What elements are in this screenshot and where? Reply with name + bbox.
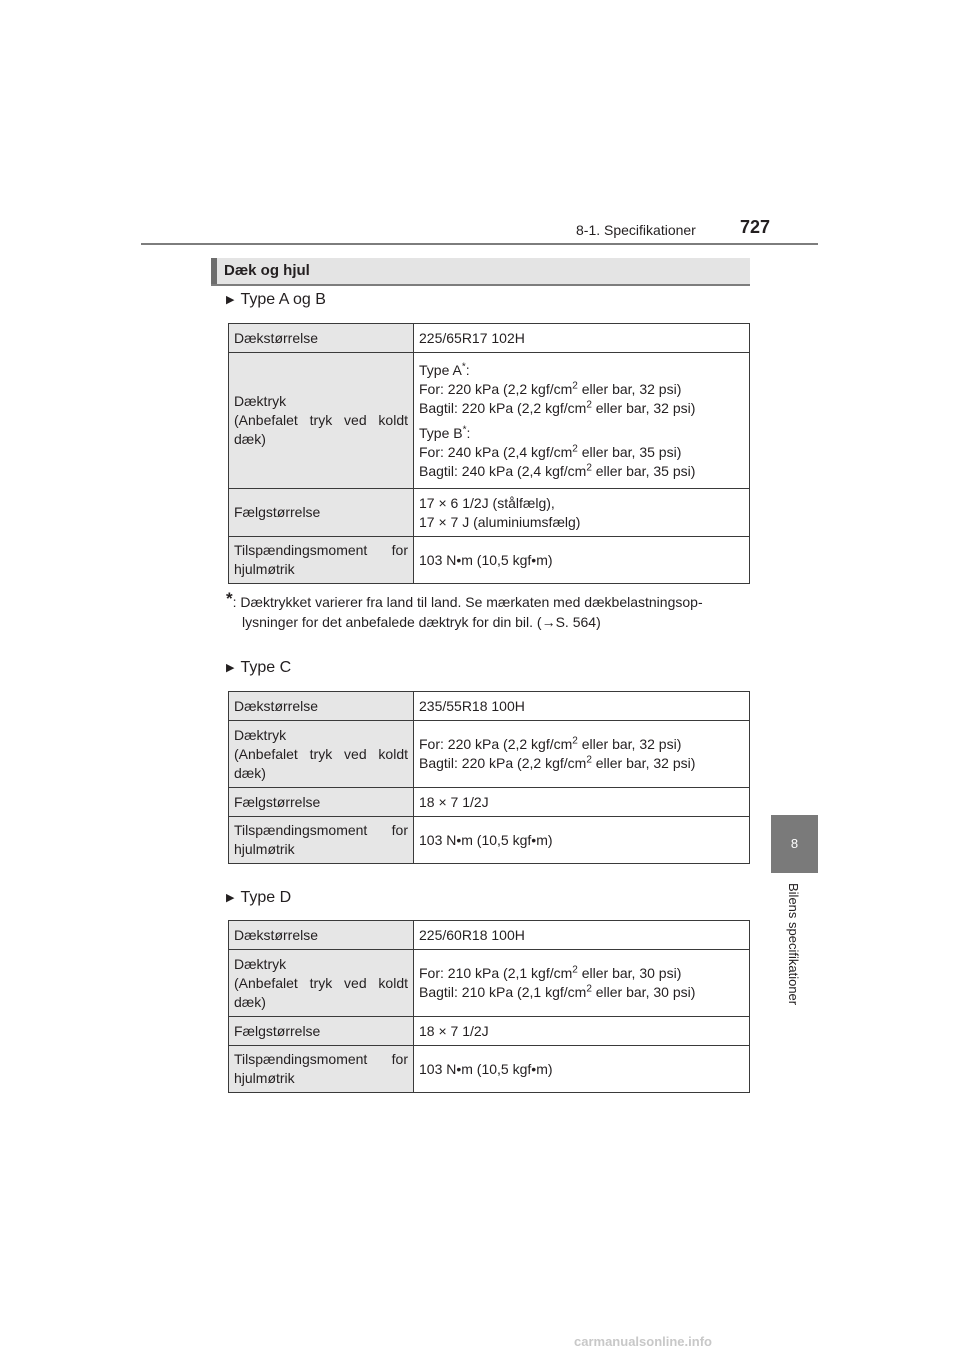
- subheading-type-ab: [226, 291, 326, 309]
- label-line: dæk): [234, 431, 266, 447]
- header-rule: [141, 243, 818, 245]
- chapter-number: 8: [790, 836, 799, 851]
- footnote-star: *: [462, 423, 467, 435]
- label-line: dæk): [234, 993, 266, 1010]
- footnote-line: : Dæktrykket varierer fra land til land. Se mærkaten med dækbelastningsop-: [232, 594, 703, 610]
- spec-table-type-d: [228, 920, 750, 1093]
- label-line: hjulmøtrik: [234, 1070, 295, 1086]
- rim-line: 17 × 6 1/2J (stålfælg),: [419, 494, 555, 511]
- pressure-text: eller bar, 32 psi): [577, 380, 682, 397]
- footnote-star: *: [461, 360, 466, 372]
- triangle-bullet-icon: ▶: [226, 662, 235, 674]
- pressure-text: For: 210 kPa (2,1 kgf/cm: [419, 965, 573, 981]
- table-row: [229, 353, 750, 489]
- table-row: [229, 788, 750, 817]
- label-line: Tilspændingsmoment for: [234, 542, 408, 558]
- label-tire-pressure: [229, 950, 414, 1017]
- type-a-label: Type A: [419, 361, 462, 378]
- label-line: Dæktryk: [234, 955, 287, 972]
- pressure-text: For: 220 kPa (2,2 kgf/cm: [419, 736, 573, 752]
- pressure-text: eller bar, 32 psi): [577, 736, 682, 752]
- pressure-text: eller bar, 35 psi): [577, 443, 682, 460]
- value-torque: 103 N•m (10,5 kgf•m): [414, 1046, 750, 1093]
- pressure-line: [419, 462, 744, 481]
- table-row: [229, 921, 750, 950]
- unit-superscript: 2: [586, 461, 592, 473]
- unit-superscript: 2: [572, 442, 578, 454]
- value-tire-pressure: [414, 353, 750, 489]
- pressure-line: [419, 399, 744, 418]
- pressure-text: Bagtil: 240 kPa (2,4 kgf/cm: [419, 462, 587, 479]
- subheading-type-d: [226, 889, 291, 907]
- pressure-line: [419, 443, 744, 462]
- pressure-text: Bagtil: 220 kPa (2,2 kgf/cm: [419, 399, 587, 416]
- value-torque: 103 N•m (10,5 kgf•m): [414, 817, 750, 864]
- value-tire-size: 225/65R17 102H: [414, 324, 750, 353]
- label-line: Tilspændingsmoment for: [234, 1051, 408, 1067]
- subheading-type-c: [226, 659, 291, 677]
- chapter-tab: [771, 815, 818, 873]
- pressure-text: eller bar, 32 psi): [591, 399, 696, 416]
- triangle-bullet-icon: ▶: [226, 294, 235, 306]
- label-tire-size: Dækstørrelse: [229, 324, 414, 353]
- unit-superscript: 2: [572, 735, 578, 747]
- rim-line: 17 × 7 J (aluminiumsfælg): [419, 513, 581, 530]
- pressure-text: eller bar, 30 psi): [591, 984, 696, 1000]
- pressure-text: eller bar, 30 psi): [577, 965, 682, 981]
- pressure-line: [419, 964, 744, 983]
- value-tire-size: 235/55R18 100H: [414, 692, 750, 721]
- section-title: Dæk og hjul: [224, 262, 310, 279]
- triangle-bullet-icon: ▶: [226, 892, 235, 904]
- type-a-heading: Type A*:: [419, 360, 470, 378]
- chapter-side-label: Bilens specifikationer: [786, 883, 801, 1006]
- label-tire-size: Dækstørrelse: [229, 921, 414, 950]
- watermark: carmanualsonline.info: [574, 1334, 712, 1349]
- unit-superscript: 2: [586, 983, 592, 995]
- pressure-text: Bagtil: 210 kPa (2,1 kgf/cm: [419, 984, 587, 1000]
- value-tire-pressure: [414, 721, 750, 788]
- label-line: (Anbefalet tryk ved koldt: [234, 974, 408, 991]
- pressure-line: [419, 735, 744, 754]
- label-line: Dæktryk: [234, 726, 287, 743]
- label-torque: [229, 537, 414, 584]
- footnote-line: lysninger for det anbefalede dæktryk for din bil. (→S. 564): [242, 614, 601, 630]
- spec-table-type-c: [228, 691, 750, 864]
- subheading-text: Type C: [240, 659, 292, 676]
- table-row: [229, 1017, 750, 1046]
- unit-superscript: 2: [586, 398, 592, 410]
- label-rim-size: Fælgstørrelse: [229, 489, 414, 537]
- label-tire-pressure: [229, 721, 414, 788]
- page-number: 727: [740, 217, 771, 237]
- pressure-line: [419, 754, 744, 773]
- spec-table-type-ab: [228, 323, 750, 584]
- table-row: [229, 721, 750, 788]
- footnote: [226, 589, 750, 632]
- pressure-text: For: 220 kPa (2,2 kgf/cm: [419, 380, 573, 397]
- value-rim-size: [414, 489, 750, 537]
- label-rim-size: Fælgstørrelse: [229, 1017, 414, 1046]
- label-line: (Anbefalet tryk ved koldt: [234, 412, 408, 428]
- table-row: [229, 324, 750, 353]
- section-accent: [211, 258, 217, 284]
- label-line: Dæktryk: [234, 393, 287, 409]
- subheading-text: Type A og B: [240, 291, 326, 308]
- footnote-star: *: [226, 589, 233, 608]
- table-row: [229, 1046, 750, 1093]
- running-header-section: 8-1. Specifikationer: [576, 222, 696, 238]
- unit-superscript: 2: [572, 379, 578, 391]
- label-tire-size: Dækstørrelse: [229, 692, 414, 721]
- pressure-line: [419, 380, 744, 399]
- value-tire-pressure: [414, 950, 750, 1017]
- type-b-heading: Type B*:: [419, 423, 471, 441]
- unit-superscript: 2: [572, 964, 578, 976]
- value-rim-size: 18 × 7 1/2J: [414, 1017, 750, 1046]
- pressure-text: For: 240 kPa (2,4 kgf/cm: [419, 443, 573, 460]
- label-torque: [229, 1046, 414, 1093]
- table-row: [229, 692, 750, 721]
- unit-superscript: 2: [586, 754, 592, 766]
- table-row: [229, 817, 750, 864]
- pressure-text: eller bar, 35 psi): [591, 462, 696, 479]
- value-torque: 103 N•m (10,5 kgf•m): [414, 537, 750, 584]
- label-tire-pressure: [229, 353, 414, 489]
- label-line: hjulmøtrik: [234, 561, 295, 577]
- label-line: Tilspændingsmoment for: [234, 822, 408, 838]
- label-torque: [229, 817, 414, 864]
- label-line: hjulmøtrik: [234, 841, 295, 857]
- label-line: (Anbefalet tryk ved koldt: [234, 745, 408, 762]
- type-b-label: Type B: [419, 424, 463, 441]
- pressure-text: eller bar, 32 psi): [591, 755, 696, 771]
- subheading-text: Type D: [240, 889, 292, 906]
- label-rim-size: Fælgstørrelse: [229, 788, 414, 817]
- value-rim-size: 18 × 7 1/2J: [414, 788, 750, 817]
- pressure-line: [419, 983, 744, 1002]
- table-row: [229, 537, 750, 584]
- table-row: [229, 950, 750, 1017]
- label-line: dæk): [234, 764, 266, 781]
- section-title-bar: [211, 258, 750, 286]
- value-tire-size: 225/60R18 100H: [414, 921, 750, 950]
- table-row: [229, 489, 750, 537]
- pressure-text: Bagtil: 220 kPa (2,2 kgf/cm: [419, 755, 587, 771]
